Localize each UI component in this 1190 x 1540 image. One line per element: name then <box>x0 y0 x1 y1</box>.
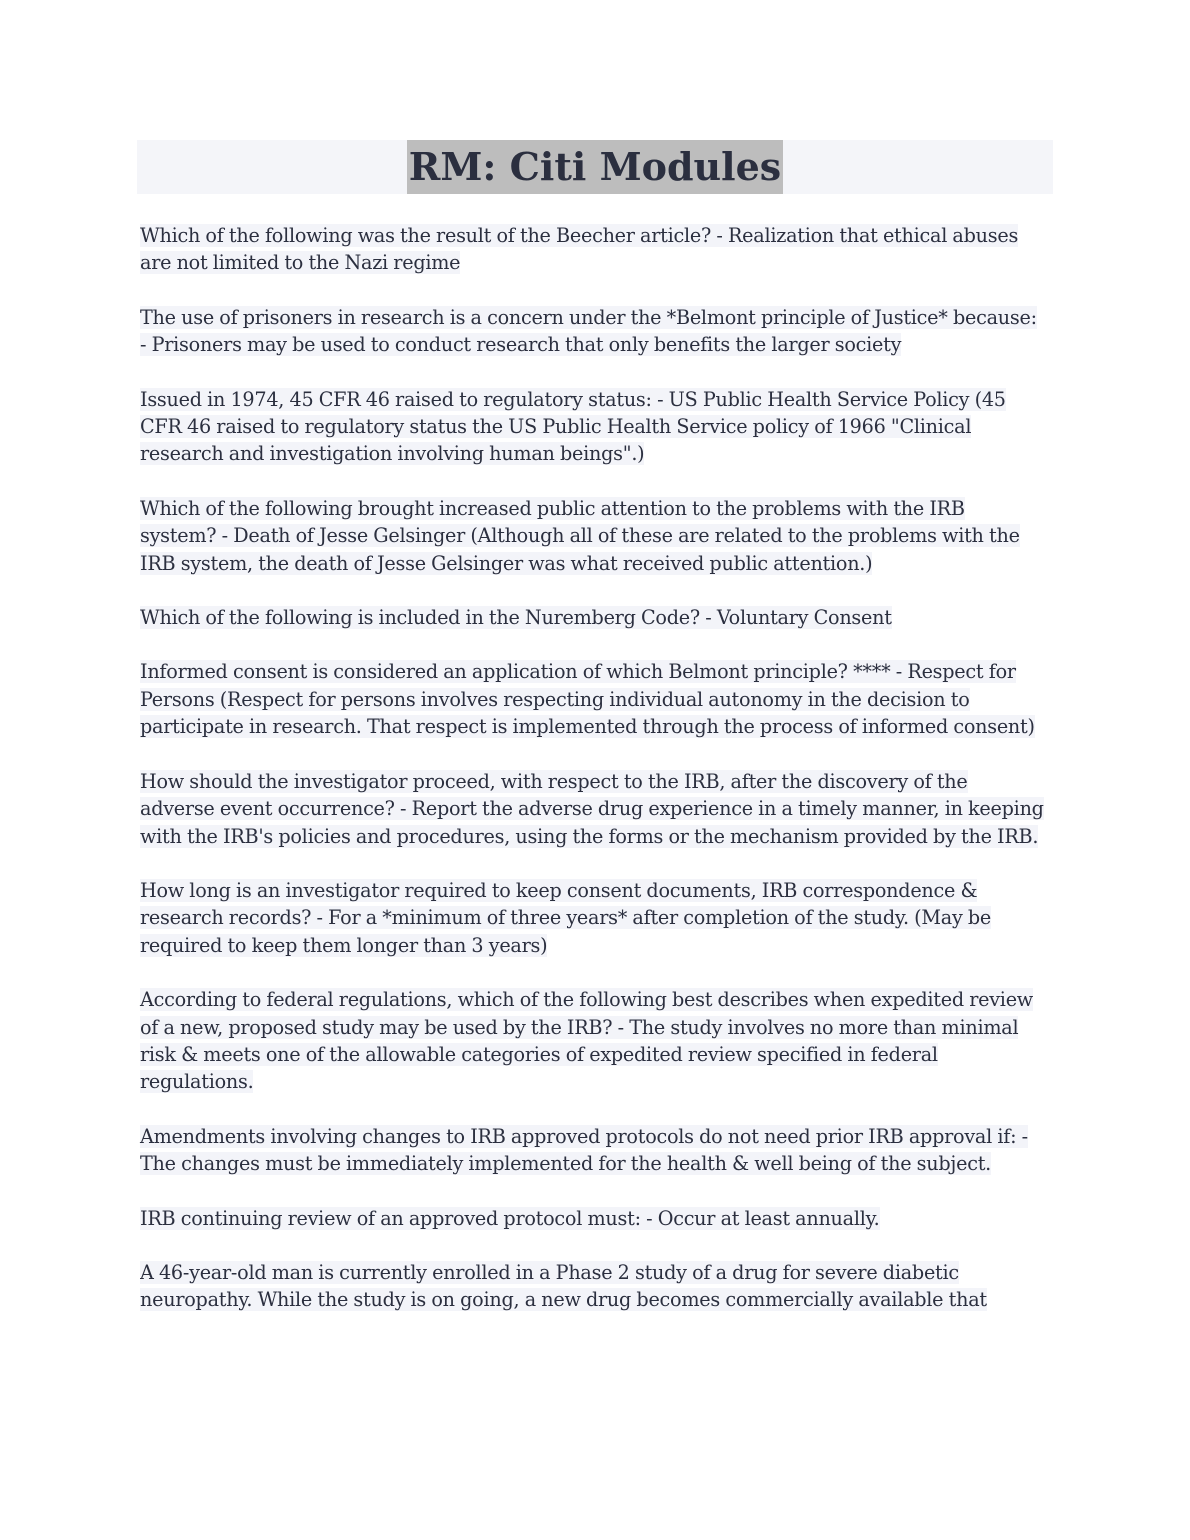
qa-text: Which of the following brought increased public attention to the problems with the IRB system? - Death of Jesse Gelsinger (Although all of these are related to the problems with the IRB system, the death of Jesse Gelsinger was what received public attention.) <box>140 496 1020 575</box>
qa-text: Which of the following was the result of the Beecher article? - Realization that ethical abuses are not limited to the Nazi regime <box>140 224 1019 275</box>
qa-text: How should the investigator proceed, with respect to the IRB, after the discovery of the adverse event occurrence? - Report the adverse drug experience in a timely manner, in keeping with the IRB's policies and procedures, using the forms or the mechanism provided by the IRB. <box>140 769 1044 848</box>
title-band <box>137 140 1053 194</box>
qa-text: According to federal regulations, which of the following best describes when expedited review of a new, proposed study may be used by the IRB? - The study involves no more than minimal risk & meets one of the allowable categories of expedited review specified in federal regulations. <box>140 988 1033 1094</box>
qa-item <box>140 658 1045 740</box>
qa-text: Issued in 1974, 45 CFR 46 raised to regulatory status: - US Public Health Service Policy (45 CFR 46 raised to regulatory status the US Public Health Service policy of 1966 "Clinical research and investigation involving human beings".) <box>140 387 1006 466</box>
qa-item <box>140 877 1045 959</box>
qa-text: A 46-year-old man is currently enrolled in a Phase 2 study of a drug for severe diabetic neuropathy. While the study is on going, a new drug becomes commercially available that <box>140 1260 987 1312</box>
qa-item <box>140 386 1045 468</box>
qa-item <box>140 768 1045 850</box>
qa-item <box>140 1123 1045 1178</box>
qa-item <box>140 222 1045 277</box>
qa-item <box>140 986 1045 1096</box>
qa-text: Informed consent is considered an application of which Belmont principle? **** - Respect for Persons (Respect for persons involves respecting individual autonomy in the decision to participate in research. That respect is implemented through the process of informed consent) <box>140 660 1035 739</box>
qa-item <box>140 1259 1045 1314</box>
page-title: RM: Citi Modules <box>407 140 783 194</box>
qa-text: The use of prisoners in research is a concern under the *Belmont principle of Justice* because: - Prisoners may be used to conduct research that only benefits the larger society <box>140 305 1037 357</box>
qa-item <box>140 604 1045 631</box>
qa-list <box>140 222 1045 1341</box>
qa-item <box>140 495 1045 577</box>
qa-text: IRB continuing review of an approved protocol must: - Occur at least annually. <box>140 1206 880 1230</box>
qa-text: Amendments involving changes to IRB approved protocols do not need prior IRB approval if: - The changes must be immediately implemented for the health & well being of the subject. <box>140 1124 1028 1176</box>
qa-text: How long is an investigator required to keep consent documents, IRB correspondence & research records? - For a *minimum of three years* after completion of the study. (May be required to keep them longer than 3 years) <box>140 878 992 957</box>
qa-item <box>140 304 1045 359</box>
qa-text: Which of the following is included in the Nuremberg Code? - Voluntary Consent <box>140 606 892 630</box>
qa-item <box>140 1205 1045 1232</box>
